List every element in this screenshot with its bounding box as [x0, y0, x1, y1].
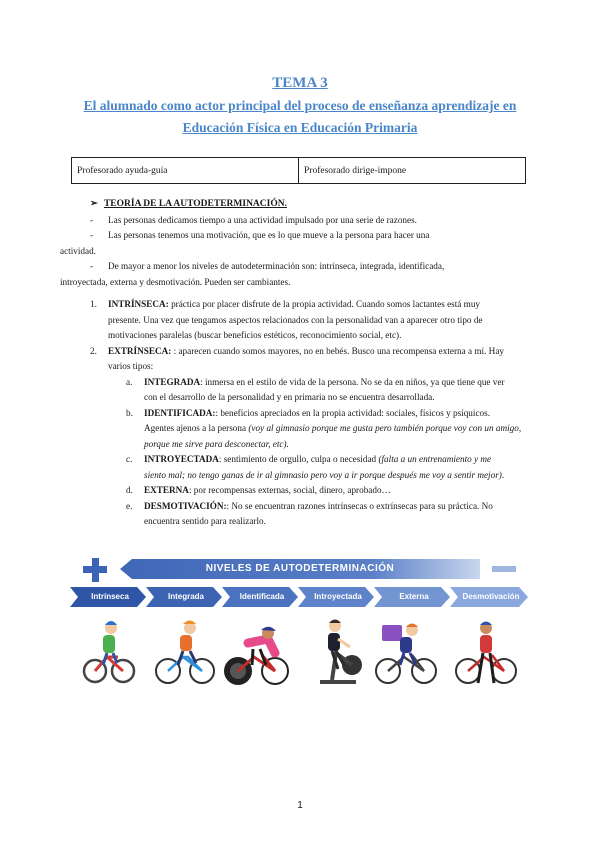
bullet-3	[60, 259, 530, 275]
cyclist-gym-icon	[320, 620, 362, 685]
bullet-2-text: Las personas tenemos una motivación, que es lo que mueve a la persona para hacer una	[108, 230, 430, 240]
term-label: DESMOTIVACIÓN:	[144, 500, 227, 511]
stage-label-externa: Externa	[399, 592, 429, 601]
sub-letter: c.	[126, 454, 133, 464]
doc-title: TEMA 3	[272, 75, 328, 91]
sub-letter: a.	[126, 376, 133, 387]
period: .	[501, 469, 505, 480]
term-text: : beneficios apreciados en la propia actividad: sociales, físicos y psíquicos.	[215, 407, 490, 418]
bullet-3-cont: introyectada, externa y desmotivación. Pueden ser cambiantes.	[60, 276, 291, 287]
minus-icon	[492, 566, 516, 572]
term-text-line-2: encuentra sentido para realizarlo.	[144, 516, 266, 526]
term-text: práctica por placer disfrute de la propia actividad. Cuando somos lactantes está muy	[168, 299, 481, 309]
example-italic-line-3: porque me sirve para desconectar, etc).	[144, 438, 289, 449]
dash-marker: -	[90, 230, 94, 240]
plus-icon-vertical	[92, 558, 99, 582]
sub-letter: d.	[126, 485, 133, 495]
bullet-3-text: De mayor a menor los niveles de autodeterminación son: intrínseca, integrada, identificada,	[108, 261, 445, 271]
example-italic: (voy al gimnasio porque me gusta pero también porque voy con un amigo,	[248, 423, 522, 433]
cyclist-child-icon	[84, 621, 134, 682]
dash-marker: -	[90, 261, 94, 271]
diagram-banner-title: NIVELES DE AUTODETERMINACIÓN	[205, 563, 395, 574]
term-text: : sentimiento de orgullo, culpa o necesidad	[218, 454, 379, 464]
table-cell-guide: Profesorado ayuda-guía	[72, 158, 299, 184]
body-text	[60, 197, 530, 530]
section-heading	[60, 197, 530, 213]
list-item-extrinseca	[60, 344, 530, 375]
section-heading-text: TEORÍA DE LA AUTODETERMINACIÓN.	[103, 199, 287, 209]
stage-label-identificada: Identificada	[239, 592, 285, 601]
bullet-1	[60, 213, 530, 229]
stage-label-desmotivacion: Desmotivación	[462, 592, 520, 601]
sub-item-integrada	[60, 375, 530, 406]
table-cell-direct: Profesorado dirige-impone	[299, 158, 526, 184]
list-item-intrinseca	[60, 297, 530, 344]
doc-subtitle	[60, 95, 540, 139]
sub-item-introyectada	[60, 452, 530, 483]
term-text: : por recompensas externas, social, dinero, aprobado…	[188, 485, 391, 495]
cyclist-tired-icon	[456, 622, 516, 684]
bullet-2	[60, 228, 530, 244]
list-number: 2.	[90, 345, 97, 356]
bullet-1-text: Las personas dedicamos tiempo a una actividad impulsado por una serie de razones.	[108, 214, 417, 225]
stage-label-intrinseca: Intrínseca	[91, 592, 129, 601]
example-italic: (falta a un entrenamiento y me	[378, 454, 492, 464]
term-text-line-2: presente. Una vez que tengamos aspectos relacionados con la personalidad van a aparecer otro tipo de	[108, 314, 483, 325]
self-determination-diagram	[70, 553, 530, 688]
bullet-2-cont: actividad.	[60, 245, 96, 256]
term-label: INTROYECTADA	[144, 454, 219, 464]
term-label: INTRÍNSECA:	[108, 299, 169, 309]
example-italic-line-2: siento mal; no tengo ganas de ir al gimnasio pero voy a ir porque después me voy a sentir mejor)	[144, 469, 502, 480]
dash-marker: -	[90, 214, 94, 225]
sub-letter: b.	[126, 407, 133, 418]
arrow-bullet-icon: ➢	[90, 199, 98, 209]
term-text-line-2: Agentes ajenos a la persona	[144, 423, 249, 433]
sub-item-externa	[60, 483, 530, 499]
cyclist-racer-icon	[225, 627, 288, 684]
term-text-line-3: motivaciones paralelas (buscar beneficios estéticos, reconocimiento social, etc).	[108, 330, 402, 340]
sub-letter: e.	[126, 500, 133, 511]
term-label: EXTERNA	[144, 485, 189, 495]
term-text-line-2: varios tipos:	[108, 361, 154, 371]
term-text: : inmersa en el estilo de vida de la persona. No se da en niños, ya que tiene que ver	[200, 376, 505, 387]
page-number: 1	[297, 800, 303, 811]
subtitle-line-1: El alumnado como actor principal del proceso de enseñanza aprendizaje en	[83, 98, 517, 113]
stage-label-introyectada: Introyectada	[314, 592, 362, 601]
term-text-line-2: con el desarrollo de la personalidad y en primaria no se encuentra desarrollada.	[144, 392, 435, 402]
term-label: EXTRÍNSECA:	[108, 345, 172, 356]
cyclist-delivery-icon	[376, 624, 436, 684]
sub-item-identificada	[60, 406, 530, 453]
cyclists-illustration	[70, 613, 530, 688]
cyclist-girl-icon	[156, 621, 214, 684]
term-text: : aparecen cuando somos mayores, no en bebés. Busco una recompensa externa a mí. Hay	[171, 345, 504, 356]
sub-item-desmotivacion	[60, 499, 530, 530]
term-label: IDENTIFICADA:	[144, 407, 216, 418]
subtitle-line-2: Educación Física en Educación Primaria	[182, 120, 418, 135]
teacher-role-table	[71, 157, 526, 184]
title-block	[60, 74, 540, 139]
term-label: INTEGRADA	[144, 376, 201, 387]
stage-label-integrada: Integrada	[167, 592, 204, 601]
list-number: 1.	[90, 299, 97, 309]
term-text: : No se encuentran razones intrínsecas o extrínsecas para su práctica. No	[226, 500, 493, 511]
